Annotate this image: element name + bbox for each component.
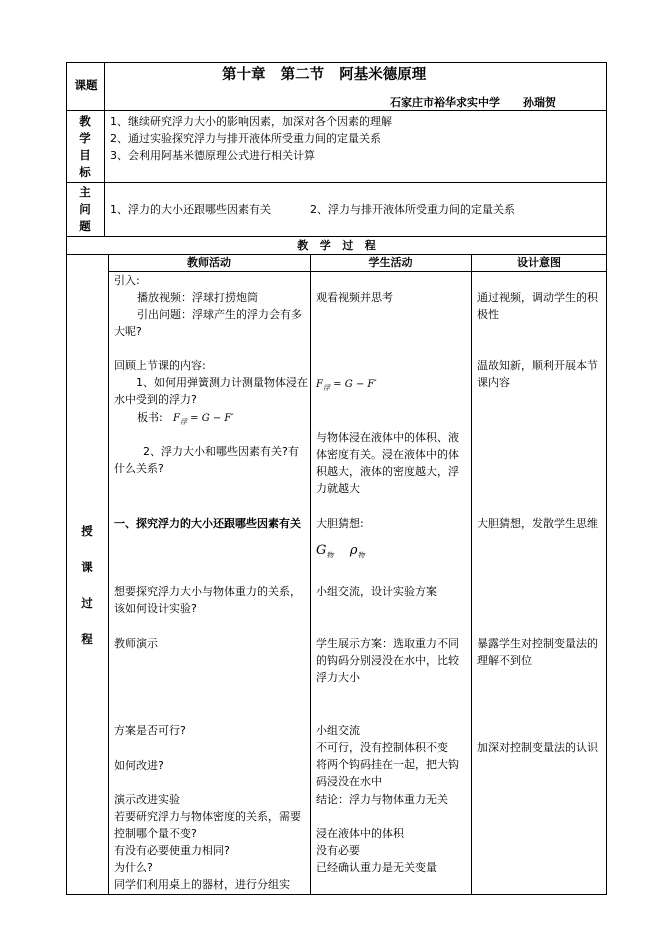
teacher-design-exp: 想要探究浮力大小与物体重力的关系，该如何设计实验?: [114, 585, 301, 615]
row-divider: [66, 182, 607, 183]
teacher-review-q1: 1、如何用弹簧测力计测量物体浸在水中受到的浮力?: [114, 376, 308, 406]
page-title: 第十章 第二节 阿基米德原理: [222, 66, 427, 83]
col-divider: [471, 254, 472, 895]
col-divider: [108, 254, 109, 895]
design-intent-2: 温故知新，顺利开展本节课内容: [477, 359, 598, 389]
teacher-question: 引出问题：浮球产生的浮力会有多大呢?: [114, 308, 302, 338]
col-header-teacher: 教师活动: [187, 256, 231, 269]
teacher-demo: 教师演示: [114, 637, 158, 650]
teacher-group-exp: 同学们利用桌上的器材，进行分组实: [114, 878, 290, 891]
teacher-why: 为什么?: [114, 861, 153, 874]
student-group-talk: 小组交流，设计实验方案: [316, 585, 437, 598]
teacher-board: 板书:: [137, 411, 163, 424]
student-no-need: 没有必要: [316, 844, 360, 857]
col-header-student: 学生活动: [368, 256, 413, 269]
teacher-same-gravity: 有没有必要使重力相同?: [114, 844, 230, 857]
objectives-label: 教 学 目 标: [79, 114, 91, 179]
student-formula: $F_浮 = G - F'$: [316, 379, 377, 392]
teacher-review-q2: 2、浮力大小和哪些因素有关?有什么关系?: [114, 445, 299, 475]
student-guess-vars: $G_物$ $\rho_物$: [316, 543, 365, 560]
student-confirmed: 已经确认重力是无关变量: [316, 861, 437, 874]
student-group-talk2: 小组交流: [316, 724, 360, 737]
row-divider: [108, 271, 607, 272]
teacher-density: 若要研究浮力与物体密度的关系，需要控制哪个量不变?: [114, 810, 301, 840]
student-show-plan: 学生展示方案：选取重力不同的钩码分别浸没在水中，比较浮力大小: [316, 637, 459, 684]
student-volume: 浸在液体中的体积: [316, 827, 404, 840]
topic-label: 课题: [74, 78, 98, 92]
author-line: 石家庄市裕华求实中学 孙瑞贺: [390, 96, 556, 109]
teacher-improve: 如何改进?: [114, 759, 164, 772]
teacher-review: 回顾上节课的内容:: [114, 359, 206, 372]
process-heading: 教 学 过 程: [297, 239, 376, 252]
objective-item: 2、通过实验探究浮力与排开液体所受重力间的定量关系: [110, 132, 381, 145]
design-intent-3: 大胆猜想，发散学生思维: [477, 517, 598, 530]
main-question-1: 1、浮力的大小还跟哪些因素有关: [110, 203, 271, 216]
student-answer-factors: 与物体浸在液体中的体积、液体密度有关。浸在液体中的体积越大，液体的密度越大，浮力就越大: [316, 431, 459, 495]
design-intent-5: 加深对控制变量法的认识: [477, 741, 598, 754]
col-divider: [104, 62, 105, 236]
student-conclusion: 结论：浮力与物体重力无关: [316, 793, 448, 806]
design-intent-1: 通过视频，调动学生的积极性: [477, 291, 598, 321]
student-guess: 大胆猜想:: [316, 517, 364, 530]
student-hang: 将两个钩码挂在一起，把大钩码浸没在水中: [316, 758, 459, 788]
student-not-feasible: 不可行，没有控制体积不变: [316, 741, 448, 754]
main-question-2: 2、浮力与排开液体所受重力间的定量关系: [310, 203, 515, 216]
col-header-design: 设计意图: [517, 256, 561, 269]
teacher-demo-improved: 演示改进实验: [114, 793, 180, 806]
objective-item: 1、继续研究浮力大小的影响因素，加深对各个因素的理解: [110, 115, 392, 128]
teacher-video: 播放视频：浮球打捞炮筒: [137, 291, 258, 304]
design-intent-4: 暴露学生对控制变量法的理解不到位: [477, 637, 598, 667]
section-heading: 一、探究浮力的大小还跟哪些因素有关: [114, 517, 301, 530]
objectives-list: [110, 113, 600, 164]
objective-item: 3、会利用阿基米德原理公式进行相关计算: [110, 149, 315, 162]
student-watch: 观看视频并思考: [316, 291, 393, 304]
main-questions-label: 主 问 题: [79, 185, 91, 233]
teacher-feasible: 方案是否可行?: [114, 724, 186, 737]
col-divider: [310, 254, 311, 895]
process-side-label: 授 课 过 程: [81, 524, 93, 646]
teacher-intro: 引入:: [114, 274, 140, 287]
teacher-formula: $F_浮 = G - F'$: [173, 413, 234, 426]
